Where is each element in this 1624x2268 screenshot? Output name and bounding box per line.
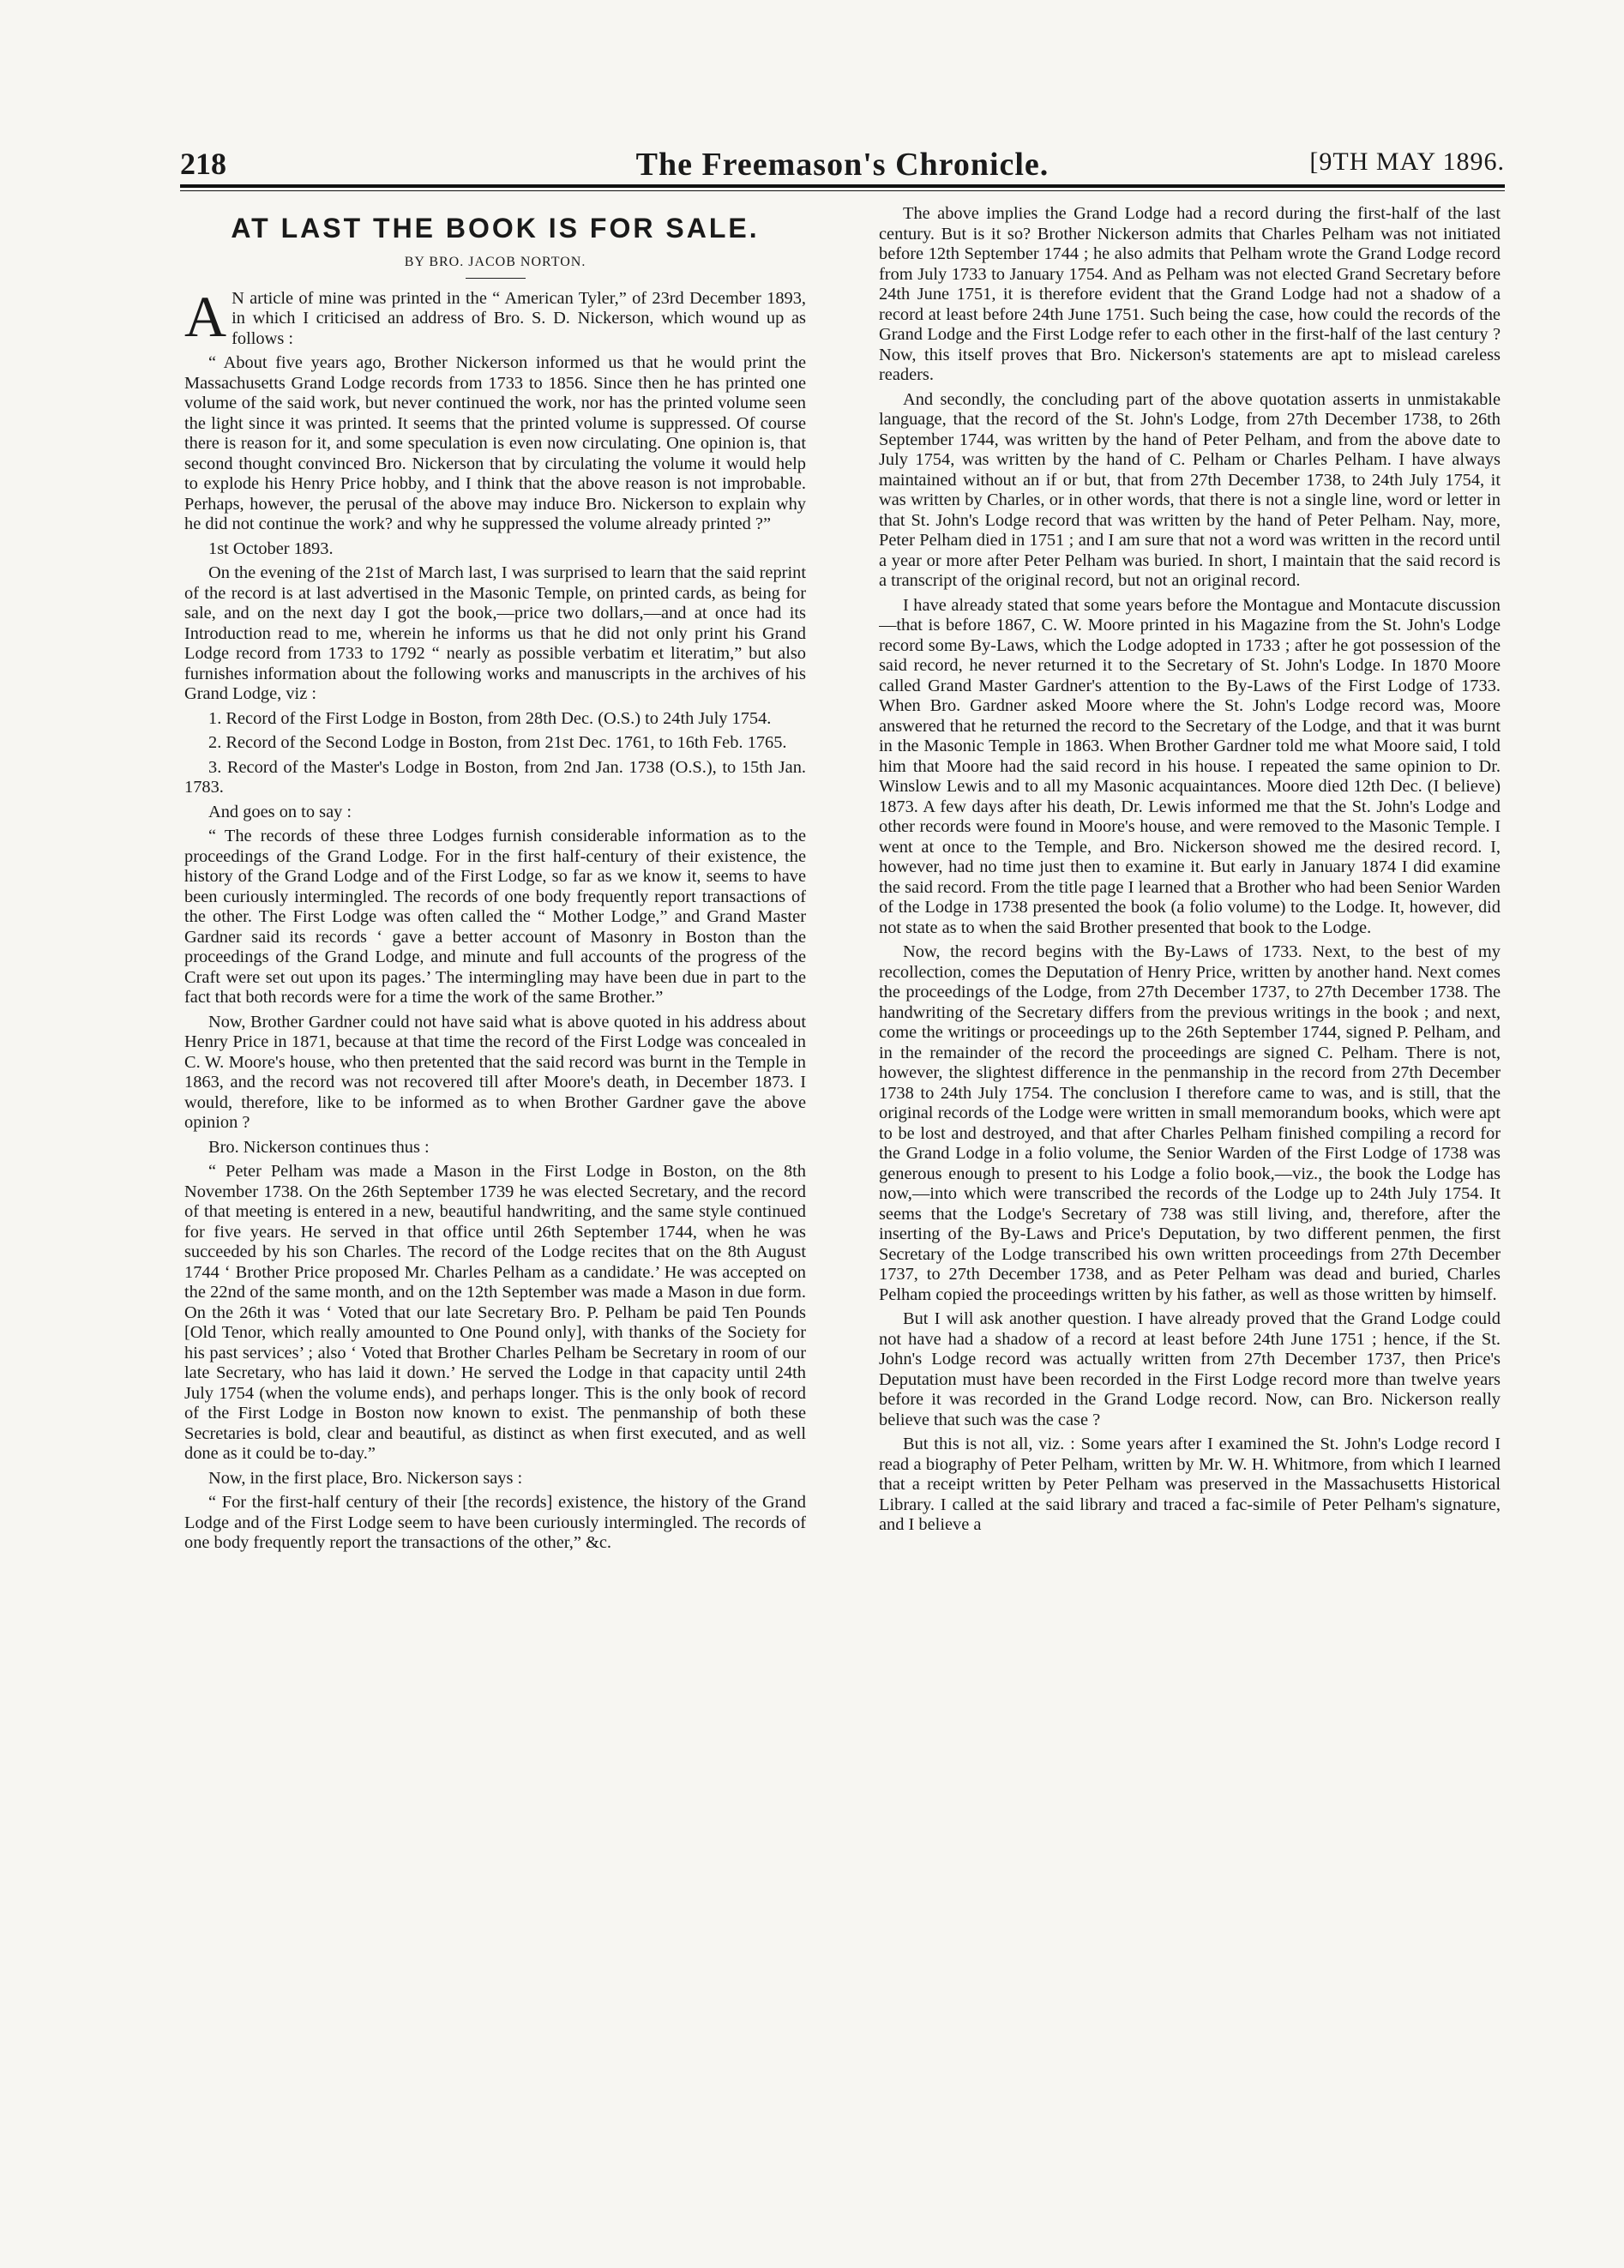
- list-item: 1. Record of the First Lodge in Boston, from 28th Dec. (O.S.) to 24th July 1754.: [208, 708, 772, 728]
- issue-date: [9TH MAY 1896.: [1309, 147, 1505, 176]
- paragraph: The above implies the Grand Lodge had a record during the first-half of the last century. But is it so? Brother Nickerson admits that Charles Pelham was not initiated before 12th September 1744 ; he also admits that Pelham wrote the Grand Lodge record from July 1733 to January 1754. And as Pelham was not elected Grand Secretary before 24th June 1751, it is therefore evident that the Grand Lodge had not a shadow of a record at least before 24th June 1751. Such being the case, how could the records of the Grand Lodge and the First Lodge refer to each other in the first-half of the last century ? Now, this itself proves that Bro. Nickerson's statements are apt to mislead careless readers.: [879, 204, 1501, 384]
- list-item: 2. Record of the Second Lodge in Boston, from 21st Dec. 1761, to 16th Feb. 1765.: [208, 733, 787, 752]
- masthead-rule-thick: [180, 184, 1505, 188]
- paragraph: “ Peter Pelham was made a Mason in the First Lodge in Boston, on the 8th November 1738. On the 26th September 1739 he was elected Secretary, and the record of that meeting is entered in a new, beautiful handwriting, and the same style continued for five years. He served in that office until 26th September 1744, when he was succeeded by his son Charles. The record of the Lodge recites that on the 8th August 1744 ‘ Brother Price proposed Mr. Charles Pelham as a candidate.’ He was accepted on the 22nd of the same month, and on the 12th September was made a Mason in due form. On the 26th it was ‘ Voted that our late Secretary Bro. P. Pelham be paid Ten Pounds [Old Tenor, which really amounted to One Pound only], with thanks of the Society for his past services’ ; also ‘ Voted that Brother Charles Pelham be Secretary in room of our late Secretary, who has laid it down.’ He served the Lodge in that capacity until 24th July 1754 (when the volume ends), and perhaps longer. This is the only book of record of the First Lodge in Boston now known to exist. The penmanship of both these Secretaries is bold, clear and beautiful, as distinct as when first executed, and as well done as it could be to-day.”: [184, 1162, 806, 1463]
- paragraph: 1st October 1893.: [208, 538, 334, 558]
- paragraph: But this is not all, viz. : Some years after I examined the St. John's Lodge record I read a biography of Peter Pelham, written by Mr. W. H. Whitmore, from which I learned that a receipt written by Peter Pelham was preserved in the Massachusetts Historical Library. I called at the said library and traced a fac-simile of Peter Pelham's signature, and I believe a: [879, 1435, 1501, 1534]
- paragraph: Bro. Nickerson continues thus :: [208, 1137, 430, 1157]
- article-byline: BY BRO. JACOB NORTON.: [404, 255, 586, 269]
- publication-title: The Freemason's Chronicle.: [635, 147, 1050, 183]
- paragraph: On the evening of the 21st of March last, I was surprised to learn that the said reprint of the record is at last advertised in the Masonic Temple, on printed cards, as being for sale, and on the next day I got the book,—price two dollars,—and at once had its Introduction read to me, wherein he informs us that he did not only print his Grand Lodge record from 1733 to 1792 “ nearly as possible verbatim et literatim,” but also furnishes information about the following works and manuscripts in the archives of his Grand Lodge, viz :: [184, 563, 806, 703]
- list-item: 3. Record of the Master's Lodge in Boston, from 2nd Jan. 1738 (O.S.), to 15th Jan. 1783.: [184, 757, 806, 797]
- masthead-rule-thin: [180, 190, 1505, 191]
- paragraph: And goes on to say :: [208, 802, 352, 821]
- article-headline: AT LAST THE BOOK IS FOR SALE.: [231, 213, 760, 244]
- paragraph: But I will ask another question. I have already proved that the Grand Lodge could not have had a shadow of a record at least before 24th June 1751 ; hence, if the St. John's Lodge record was actually written from 27th December 1737, then Price's Deputation must have been recorded in the First Lodge record more than twelve years before it was recorded in the Grand Lodge record. Now, can Bro. Nickerson really believe that such was the case ?: [879, 1309, 1501, 1429]
- paragraph: Now, the record begins with the By-Laws of 1733. Next, to the best of my recollection, comes the Deputation of Henry Price, written by another hand. Next comes the proceedings of the Lodge, from 27th December 1737, to 27th December 1738. The handwriting of the Secretary differs from the previous writings in the book ; and next, come the writings or proceedings up to the 26th September 1744, signed P. Pelham, and in the remainder of the record the proceedings are signed C. Pelham. There is not, however, the slightest difference in the penmanship in the record from 27th December 1738 to 24th July 1754. The conclusion I therefore came to was, and is still, that the original records of the Lodge were written in small memorandum books, which were apt to be lost and destroyed, and that after Charles Pelham finished compiling a record for the Grand Lodge in a folio volume, the Senior Warden of the First Lodge of 1738 was generous enough to present to his Lodge a folio book,—viz., the book the Lodge has now,—into which were transcribed the records of the Lodge up to 24th July 1754. It seems that the Lodge's Secretary of 738 was still living, and, therefore, after the inserting of the By-Laws and Price's Deputation, by two different penmen, the first Secretary of the Lodge transcribed his own written proceedings from 27th December 1737, to 27th December 1738, and as Peter Pelham was dead and buried, Charles Pelham copied the proceedings written by his father, as well as those written by himself.: [879, 942, 1501, 1304]
- paragraph: “ About five years ago, Brother Nickerson informed us that he would print the Massachusetts Grand Lodge records from 1733 to 1856. Since then he has printed one volume of the said work, but never continued the work, nor has the printed volume seen the light since it was printed. It seems that the printed volume is suppressed. Of course there is reason for it, and some speculation is even now circulating. One opinion is, that second thought convinced Bro. Nickerson that by circulating the volume it would help to explode his Henry Price hobby, and I think that the above reason is not improbable. Perhaps, however, the perusal of the above may induce Bro. Nickerson to explain why he did not continue the work? and why he suppressed the volume already printed ?”: [184, 353, 806, 533]
- page-number: 218: [180, 147, 226, 181]
- masthead: [180, 146, 1505, 183]
- opening-paragraph: [184, 283, 806, 350]
- drop-cap: A: [184, 283, 227, 349]
- paragraph: Now, in the first place, Bro. Nickerson says :: [208, 1468, 523, 1488]
- left-column: [184, 204, 806, 2211]
- paragraph: “ For the first-half century of their [the records] existence, the history of the Grand Lodge and of the First Lodge seem to have been curiously intermingled. The records of one body frequently report the transactions of the other,” &c.: [184, 1493, 806, 1552]
- paragraph: Now, Brother Gardner could not have said what is above quoted in his address about Henry Price in 1871, because at that time the record of the First Lodge was concealed in C. W. Moore's house, who then pretented that the said record was burnt in the Temple in 1863, and the record was not recovered till after Moore's death, in December 1873. I would, therefore, like to be informed as to when Brother Gardner gave the above opinion ?: [184, 1012, 806, 1132]
- paragraph: I have already stated that some years before the Montague and Montacute discussion—that is before 1867, C. W. Moore printed in his Magazine from the St. John's Lodge record some By-Laws, which the Lodge adopted in 1733 ; after he got possession of the said record, he never returned it to the Secretary of St. John's Lodge. In 1870 Moore called Grand Master Gardner's attention to the By-Laws of the First Lodge of 1733. When Bro. Gardner asked Moore where the St. John's Lodge record was, Moore answered that he returned the record to the Secretary of the Lodge, and that it was burnt in the Masonic Temple in 1863. When Brother Gardner told me what Moore said, I told him that Moore had the said record in his house. I repeated the same opinion to Dr. Winslow Lewis and to all my Masonic acquaintances. Moore died 12th Dec. (I believe) 1873. A few days after his death, Dr. Lewis informed me that the St. John's Lodge and other records were found in Moore's house, and were removed to the Masonic Temple. I went at once to the Temple, and Bro. Nickerson showed me the desired record. I, however, had no time just then to examine it. But early in January 1874 I did examine the said record. From the title page I learned that a Brother who had been Senior Warden of the Lodge in 1738 presented the book (a folio volume) to the Lodge. It, however, did not state as to when the said Brother presented that book to the Lodge.: [879, 595, 1501, 937]
- paragraph: And secondly, the concluding part of the above quotation asserts in unmistakable language, that the record of the St. John's Lodge, from 27th December 1738, to 26th September 1744, was written by the hand of Peter Pelham, and from the above date to July 1754, was written by the hand of C. Pelham or Charles Pelham. I have always maintained without an if or but, that from 27th December 1738, to 24th July 1754, it was written by Charles, or in other words, that there is not a single line, word or letter in that St. John's Lodge record that was written by the hand of Peter Pelham. Nay, more, Peter Pelham died in 1751 ; and I am sure that not a word was written in the record until a year or more after Peter Pelham was buried. In short, I maintain that the said record is a transcript of the original record, but not an original record.: [879, 389, 1501, 590]
- paragraph-text: N article of mine was printed in the “ American Tyler,” of 23rd December 1893, in which I criticised an address of Bro. S. D. Nickerson, which wound up as follows :: [232, 288, 806, 348]
- paragraph: “ The records of these three Lodges furnish considerable information as to the proceedings of the Grand Lodge. For in the first half-century of their existence, the history of the Grand Lodge and of the First Lodge, so far as we know it, seems to have been curiously intermingled. The records of one body frequently report transactions of the other. The First Lodge was often called the “ Mother Lodge,” and Grand Master Gardner said its records ‘ gave a better account of Masonry in Boston than the proceedings of the Grand Lodge, and minute and full accounts of the progress of the Craft were set out upon its pages.’ The intermingling may have been due in part to the fact that both records were for a time the work of the same Brother.”: [184, 827, 806, 1007]
- right-column: [879, 204, 1501, 2211]
- byline-rule: [466, 278, 526, 279]
